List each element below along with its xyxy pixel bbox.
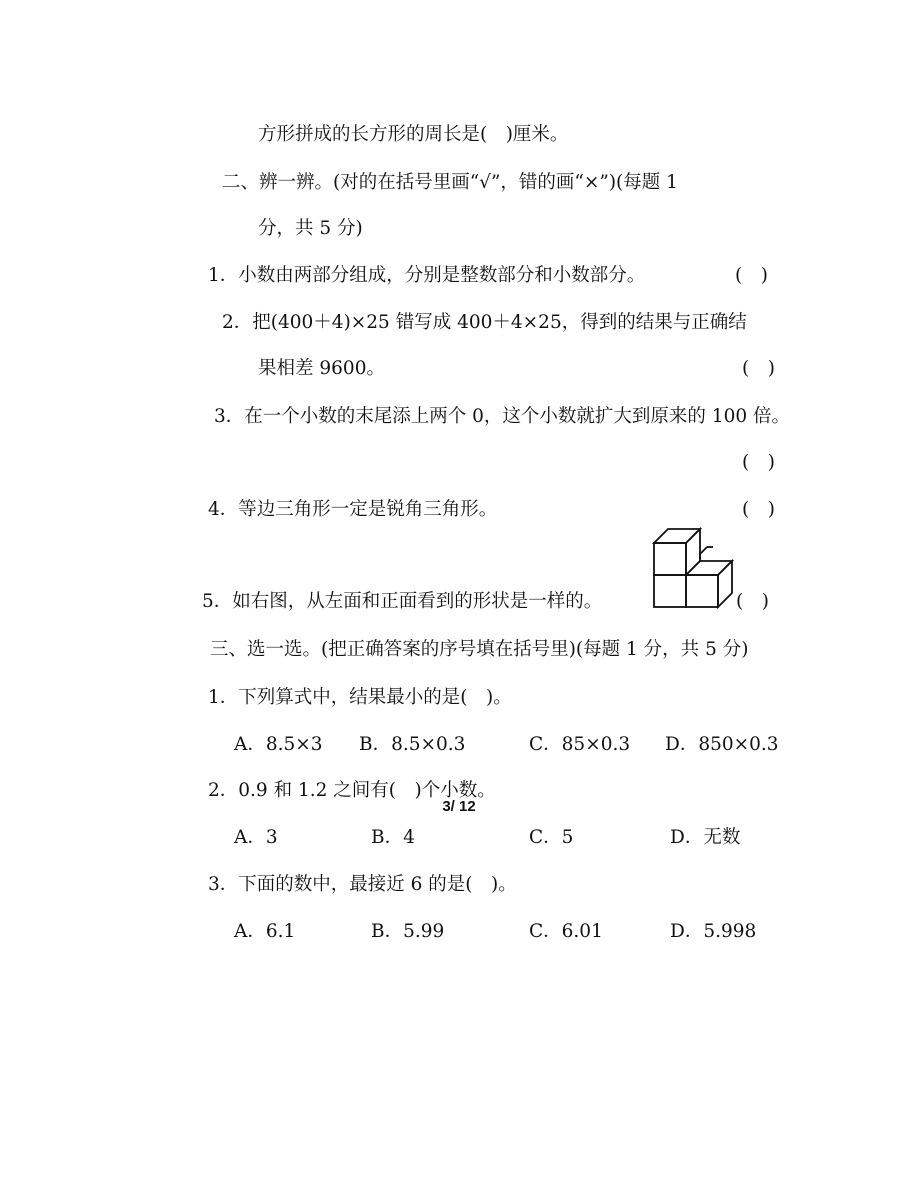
question-2: 2．把(400＋4)×25 错写成 400＋4×25，得到的结果与正确结 [222, 312, 747, 333]
option-b: B．8.5×0.3 [359, 734, 466, 755]
option-c: C．5 [529, 827, 574, 848]
question-3: 3．在一个小数的末尾添上两个 0，这个小数就扩大到原来的 100 倍。 [214, 406, 790, 427]
question-1: 1．小数由两部分组成，分别是整数部分和小数部分。 [208, 265, 646, 286]
question-4: 4．等边三角形一定是锐角三角形。 [208, 499, 498, 520]
option-c: C．85×0.3 [529, 734, 631, 755]
option-a: A．8.5×3 [234, 734, 323, 755]
answer-paren: ( ) [736, 591, 769, 612]
section-heading: 二、辨一辨。(对的在括号里画“√”，错的画“×”)(每题 1 [222, 172, 678, 193]
question-1: 1．下列算式中，结果最小的是( )。 [208, 687, 512, 708]
option-b: B．5.99 [371, 921, 445, 942]
page-number: 3/ 12 [442, 798, 476, 815]
text-line: 分，共 5 分) [258, 218, 363, 239]
option-d: D．850×0.3 [665, 734, 779, 755]
option-c: C．6.01 [529, 921, 603, 942]
option-d: D．5.998 [670, 921, 757, 942]
question-2: 2．0.9 和 1.2 之间有( )个小数。 [208, 780, 496, 801]
answer-paren: ( ) [735, 265, 768, 286]
answer-paren: ( ) [742, 452, 775, 473]
answer-paren: ( ) [742, 358, 775, 379]
question-5: 5．如右图，从左面和正面看到的形状是一样的。 [202, 591, 603, 612]
option-a: A．3 [234, 827, 278, 848]
answer-paren: ( ) [742, 499, 775, 520]
option-a: A．6.1 [234, 921, 296, 942]
stacked-cubes-figure-icon [651, 527, 735, 609]
option-d: D．无数 [670, 827, 741, 848]
text-line: 方形拼成的长方形的周长是( )厘米。 [258, 124, 569, 145]
question-3: 3．下面的数中，最接近 6 的是( )。 [208, 874, 517, 895]
section-heading: 三、选一选。(把正确答案的序号填在括号里)(每题 1 分，共 5 分) [210, 639, 749, 660]
text-line: 果相差 9600。 [258, 358, 385, 379]
option-b: B．4 [371, 827, 415, 848]
